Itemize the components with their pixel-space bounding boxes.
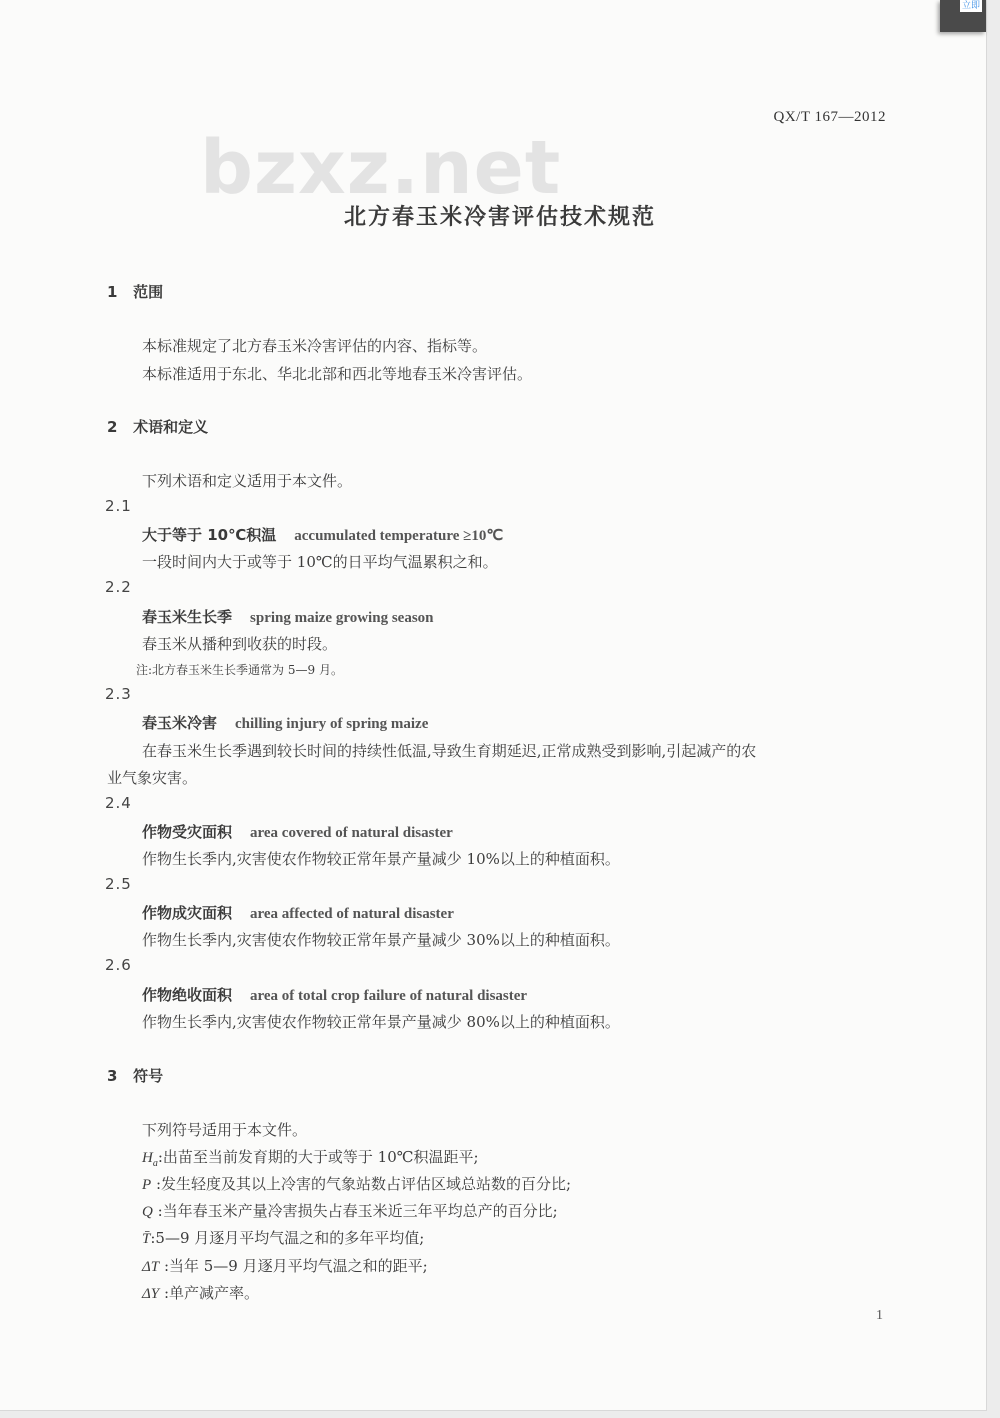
term-en: accumulated temperature ≥10℃: [294, 528, 504, 544]
symbol: ΔY: [142, 1286, 160, 1302]
term-definition: 一段时间内大于或等于 10℃的日平均气温累积之和。: [142, 553, 498, 571]
symbol: T̄: [142, 1231, 151, 1247]
section-title: 术语和定义: [133, 418, 209, 436]
term-heading: [142, 712, 428, 733]
term-heading: [142, 984, 527, 1005]
section-3-heading: [107, 1065, 163, 1086]
symbol: ΔT: [142, 1259, 160, 1275]
term-number: 2.5: [105, 875, 132, 893]
term-heading: [142, 821, 453, 842]
term-zh: 作物成灾面积: [142, 904, 233, 922]
symbol: P: [142, 1177, 152, 1193]
symbol-entry: [142, 1227, 424, 1248]
term-en: area of total crop failure of natural disaster: [250, 988, 528, 1004]
symbol-entry: [142, 1282, 259, 1303]
paragraph: 本标准适用于东北、华北北部和西北等地春玉米冷害评估。: [142, 365, 533, 383]
symbol-entry: [142, 1146, 479, 1169]
paragraph: 本标准规定了北方春玉米冷害评估的内容、指标等。: [142, 337, 488, 355]
term-number: 2.6: [105, 956, 132, 974]
term-note: 注:北方春玉米生长季通常为 5—9 月。: [136, 663, 343, 677]
term-en: spring maize growing season: [250, 610, 434, 626]
term-definition: 春玉米从播种到收获的时段。: [142, 635, 338, 653]
symbol-description: :5—9 月逐月平均气温之和的多年平均值;: [150, 1229, 425, 1247]
symbol-entry: [142, 1255, 428, 1276]
symbol-description: :单产减产率。: [163, 1284, 259, 1302]
standard-code: QX/T 167—2012: [773, 109, 886, 125]
symbol: H: [142, 1150, 153, 1166]
symbol-description: :出苗至当前发育期的大于或等于 10℃积温距平;: [157, 1148, 479, 1166]
section-1-heading: [107, 281, 163, 302]
term-zh: 春玉米生长季: [142, 608, 233, 626]
term-zh: 作物绝收面积: [142, 986, 233, 1004]
page-number: 1: [876, 1308, 883, 1323]
term-definition: 作物生长季内,灾害使农作物较正常年景产量减少 80%以上的种植面积。: [142, 1013, 620, 1031]
term-definition: 作物生长季内,灾害使农作物较正常年景产量减少 30%以上的种植面积。: [142, 931, 620, 949]
symbol: Q: [142, 1204, 153, 1220]
term-definition-continued: 业气象灾害。: [107, 769, 198, 787]
corner-tab-label[interactable]: 立即: [961, 1, 980, 11]
paragraph: 下列术语和定义适用于本文件。: [142, 472, 353, 490]
symbol-entry: [142, 1173, 571, 1194]
section-title: 符号: [133, 1067, 164, 1085]
symbol-entry: [142, 1200, 558, 1221]
corner-tab[interactable]: [940, 0, 986, 32]
section-title: 范围: [133, 283, 164, 301]
symbol-description: :发生轻度及其以上冷害的气象站数占评估区域总站数的百分比;: [155, 1175, 572, 1193]
section-2-heading: [107, 416, 208, 437]
term-number: 2.3: [105, 685, 132, 703]
term-en: area covered of natural disaster: [250, 825, 453, 841]
symbol-subscript: a: [152, 1158, 158, 1169]
symbol-description: :当年 5—9 月逐月平均气温之和的距平;: [163, 1257, 428, 1275]
term-en: chilling injury of spring maize: [235, 716, 429, 732]
section-number: 3: [107, 1067, 118, 1085]
symbol-description: :当年春玉米产量冷害损失占春玉米近三年平均总产的百分比;: [157, 1202, 558, 1220]
term-number: 2.1: [105, 497, 132, 515]
term-heading: [142, 524, 503, 545]
watermark: bzxz.net: [200, 125, 562, 211]
section-number: 2: [107, 418, 118, 436]
term-zh: 春玉米冷害: [142, 714, 218, 732]
paragraph: 下列符号适用于本文件。: [142, 1121, 308, 1139]
term-en: area affected of natural disaster: [250, 906, 454, 922]
term-number: 2.4: [105, 794, 132, 812]
term-definition: 作物生长季内,灾害使农作物较正常年景产量减少 10%以上的种植面积。: [142, 850, 620, 868]
term-heading: [142, 606, 434, 627]
term-zh: 大于等于 10℃积温: [142, 526, 277, 544]
term-definition: 在春玉米生长季遇到较长时间的持续性低温,导致生育期延迟,正常成熟受到影响,引起减产的农: [142, 742, 757, 760]
section-number: 1: [107, 283, 118, 301]
document-title: 北方春玉米冷害评估技术规范: [343, 205, 656, 230]
term-zh: 作物受灾面积: [142, 823, 233, 841]
term-heading: [142, 902, 454, 923]
term-number: 2.2: [105, 578, 132, 596]
